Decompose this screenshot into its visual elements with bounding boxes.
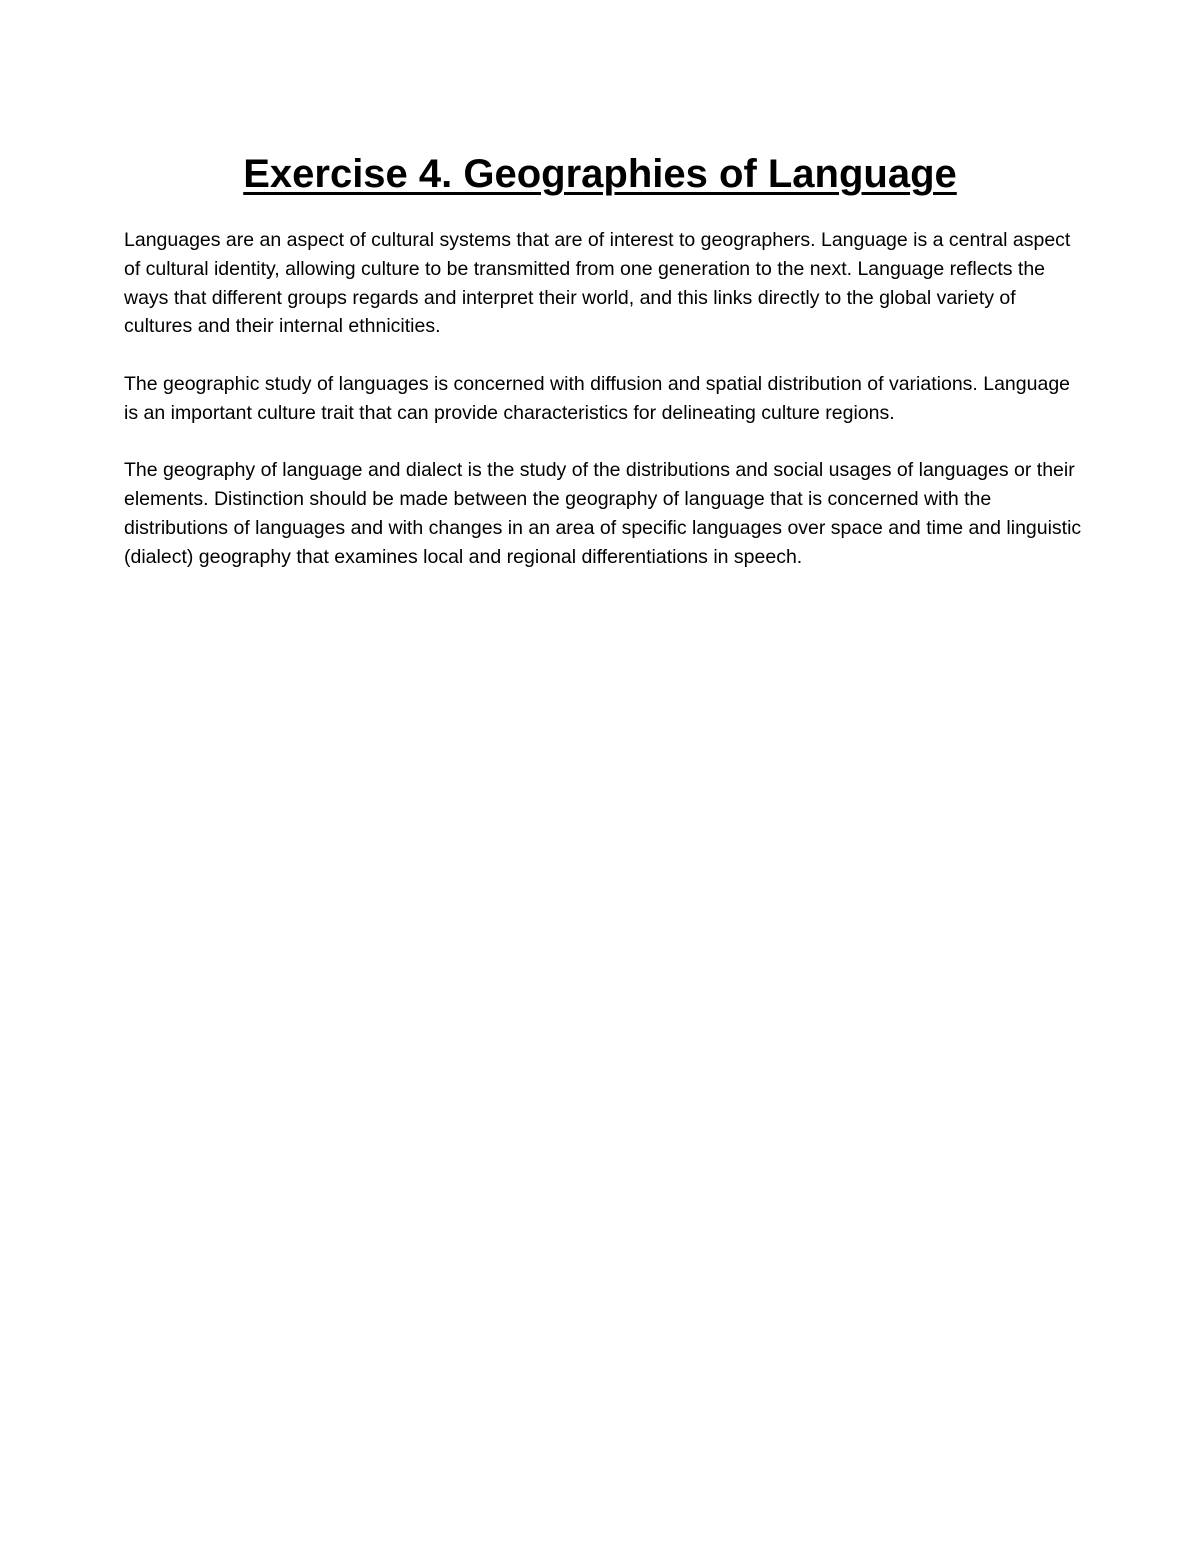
- document-body: [124, 226, 1086, 600]
- document-title: Exercise 4. Geographies of Language: [243, 152, 957, 196]
- paragraph-language-dialect: The geography of language and dialect is the study of the distributions and social usages of languages or their elements. Distinction should be made between the geography of language that is concerned with the distributions of languages and with changes in an area of specific languages over space and time and linguistic (dialect) geography that examines local and regional differentiations in speech.: [124, 459, 1082, 568]
- paragraph-language-culture: Languages are an aspect of cultural systems that are of interest to geographers. Language is a central aspect of cultural identity, allowing culture to be transmitted from one generation to the next. Language reflects the ways that different groups regards and interpret their world, and this links directly to the global variety of cultures and their internal ethnicities.: [124, 229, 1071, 338]
- paragraph-geographic-study: The geographic study of languages is concerned with diffusion and spatial distribution of variations. Language is an important culture trait that can provide characteristics for delineating culture regions.: [124, 372, 1071, 424]
